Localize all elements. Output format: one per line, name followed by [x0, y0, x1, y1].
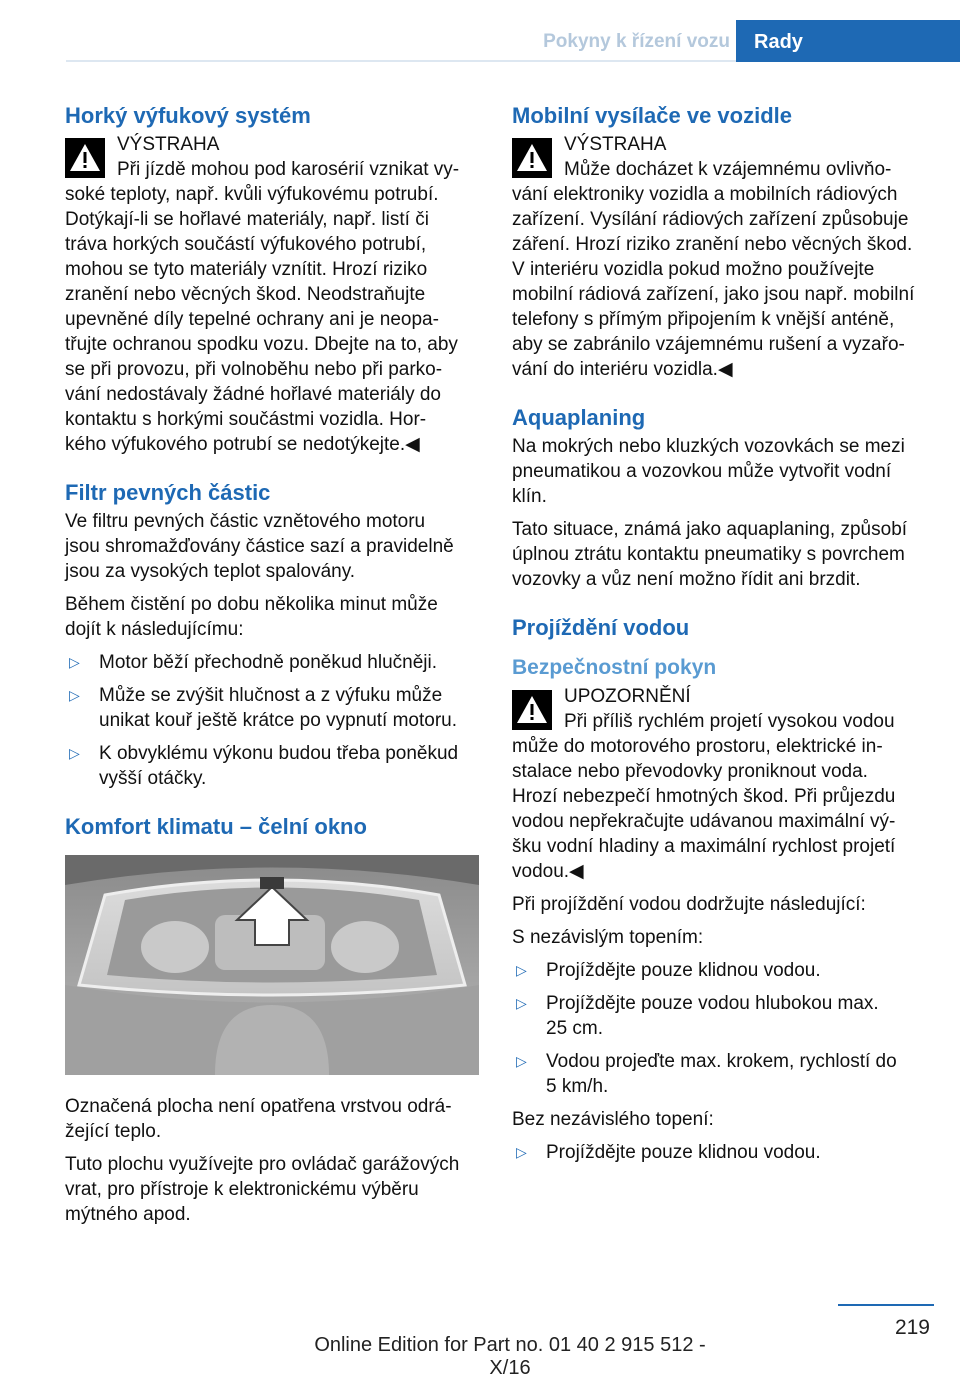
footer-rule — [838, 1304, 934, 1306]
water-heated-list — [512, 958, 930, 1099]
footer-edition: Online Edition for Part no. 01 40 2 915 512 - X/16 — [314, 1334, 706, 1379]
water-unheated-list — [512, 1140, 930, 1165]
list-item: ▷ Projíždějte pouze klidnou vodou. — [516, 1142, 821, 1163]
warning-text: Při jízdě mohou pod karosérií vznikat vy- soké teploty, např. kvůli výfukovému potrubí. Dotýkají-li se hořlavé materiály, např. listí či tráva horkých součástí výfukového potrubí, mohou se tyto materiály vznítit. Hrozí riziko zranění nebo věcných škod. Neodstraňujte upevněné díly tepelné ochrany ani je neopa- třujte ochranou spodku vozu. Dbejte na to, aby se při provozu, při volnoběhu nebo při parko- vání nedostávaly žádné hořlavé materiály do kontaktu s horkými součástmi vozidla. Hor- kého výfukového potrubí se nedotýkejte.◀ — [65, 159, 460, 455]
warning-exhaust — [65, 132, 479, 457]
triangle-bullet-icon: ▷ — [516, 995, 527, 1011]
section-title-water: Projíždění vodou — [512, 615, 690, 640]
aquaplaning-paragraph-2: Tato situace, známá jako aquaplaning, způsobí úplnou ztrátu kontaktu pneumatiky s povrchem vozovky a vůz není možno řídit ani brzdit. — [512, 519, 908, 590]
list-item: ▷ Motor běží přechodně poněkud hlučněji. — [69, 652, 438, 673]
warning-triangle-icon — [512, 690, 552, 730]
list-item: ▷ Projíždějte pouze vodou hlubokou max. 25 cm. — [516, 993, 879, 1039]
warning-triangle-icon — [65, 138, 105, 178]
warning-water — [512, 684, 930, 884]
section-title-mobile: Mobilní vysílače ve vozidle — [512, 103, 792, 128]
warning-label: VÝSTRAHA — [564, 134, 667, 155]
section-title-exhaust: Horký výfukový systém — [65, 103, 311, 128]
page-number: 219 — [894, 1316, 930, 1339]
warning-label: UPOZORNĚNÍ — [564, 686, 691, 707]
list-item: ▷ Vodou projeďte max. krokem, rychlostí do 5 km/h. — [516, 1051, 897, 1097]
filter-bullet-list — [65, 650, 479, 791]
filter-paragraph-2: Během čistění po dobu několika minut může dojít k následujícímu: — [65, 594, 438, 640]
aquaplaning-paragraph-1: Na mokrých nebo kluzkých vozovkách se mezi pneumatikou a vozovkou může vytvořit vodní klín. — [512, 436, 905, 507]
header-section-title: Pokyny k řízení vozu — [543, 31, 730, 52]
triangle-bullet-icon: ▷ — [69, 654, 80, 670]
section-title-aquaplaning: Aquaplaning — [512, 405, 646, 430]
climate-paragraph-2: Tuto plochu využívejte pro ovládač garážových vrat, pro přístroje k elektronickému výběru mýtného apod. — [65, 1154, 460, 1225]
warning-triangle-icon — [512, 138, 552, 178]
header-rule — [66, 60, 736, 62]
water-unheated-label: Bez nezávislého topení: — [512, 1109, 714, 1130]
warning-text: Při příliš rychlém projetí vysokou vodou může do motorového prostoru, elektrické in- stalace nebo převodovky proniknout voda. Hrozí nebezpečí hmotných škod. Při průjezdu vodou nepřekračujte udávanou maximální vý- šku vodní hladiny a maximální rychlost projetí vodou.◀ — [512, 711, 896, 882]
filter-paragraph-1: Ve filtru pevných částic vznětového motoru jsou shromažďovány částice sazí a pravidelně jsou za vysokých teplot spalovány. — [65, 511, 454, 582]
header-tab-rady[interactable]: Rady — [736, 20, 960, 62]
triangle-bullet-icon: ▷ — [516, 1053, 527, 1069]
triangle-bullet-icon: ▷ — [69, 745, 80, 761]
subsection-title-safety: Bezpečnostní pokyn — [512, 656, 717, 679]
climate-paragraph-1: Označená plocha není opatřena vrstvou odrá- žející teplo. — [65, 1096, 452, 1142]
triangle-bullet-icon: ▷ — [516, 1144, 527, 1160]
list-item: ▷ Může se zvýšit hlučnost a z výfuku může unikat kouř ještě krátce po vypnutí motoru. — [69, 685, 458, 731]
list-item: ▷ Projíždějte pouze klidnou vodou. — [516, 960, 821, 981]
section-title-filter: Filtr pevných částic — [65, 480, 271, 505]
triangle-bullet-icon: ▷ — [69, 687, 80, 703]
list-item: ▷ K obvyklému výkonu budou třeba poněkud vyšší otáčky. — [69, 743, 459, 789]
water-intro: Při projíždění vodou dodržujte následující: — [512, 894, 866, 915]
left-column — [65, 100, 479, 1227]
section-title-climate: Komfort klimatu – čelní okno — [65, 814, 367, 839]
triangle-bullet-icon: ▷ — [516, 962, 527, 978]
warning-mobile — [512, 132, 930, 382]
warning-label: VÝSTRAHA — [117, 134, 220, 155]
right-column — [512, 100, 930, 1165]
rear-window-illustration — [65, 855, 479, 1075]
warning-text: Může docházet k vzájemnému ovlivňo- vání elektroniky vozidla a mobilních rádiových zařízení. Vysílání rádiových zařízení způsobuje záření. Hrozí riziko zranění nebo věcných škod. V interiéru vozidla pokud možno používejte mobilní rádiová zařízení, jako jsou např. mobilní telefony s přímým připojením k vnější anténě, aby se zabránilo vzájemnému rušení a vyzařo- vání do interiéru vozidla.◀ — [512, 159, 915, 380]
water-heated-label: S nezávislým topením: — [512, 927, 704, 948]
